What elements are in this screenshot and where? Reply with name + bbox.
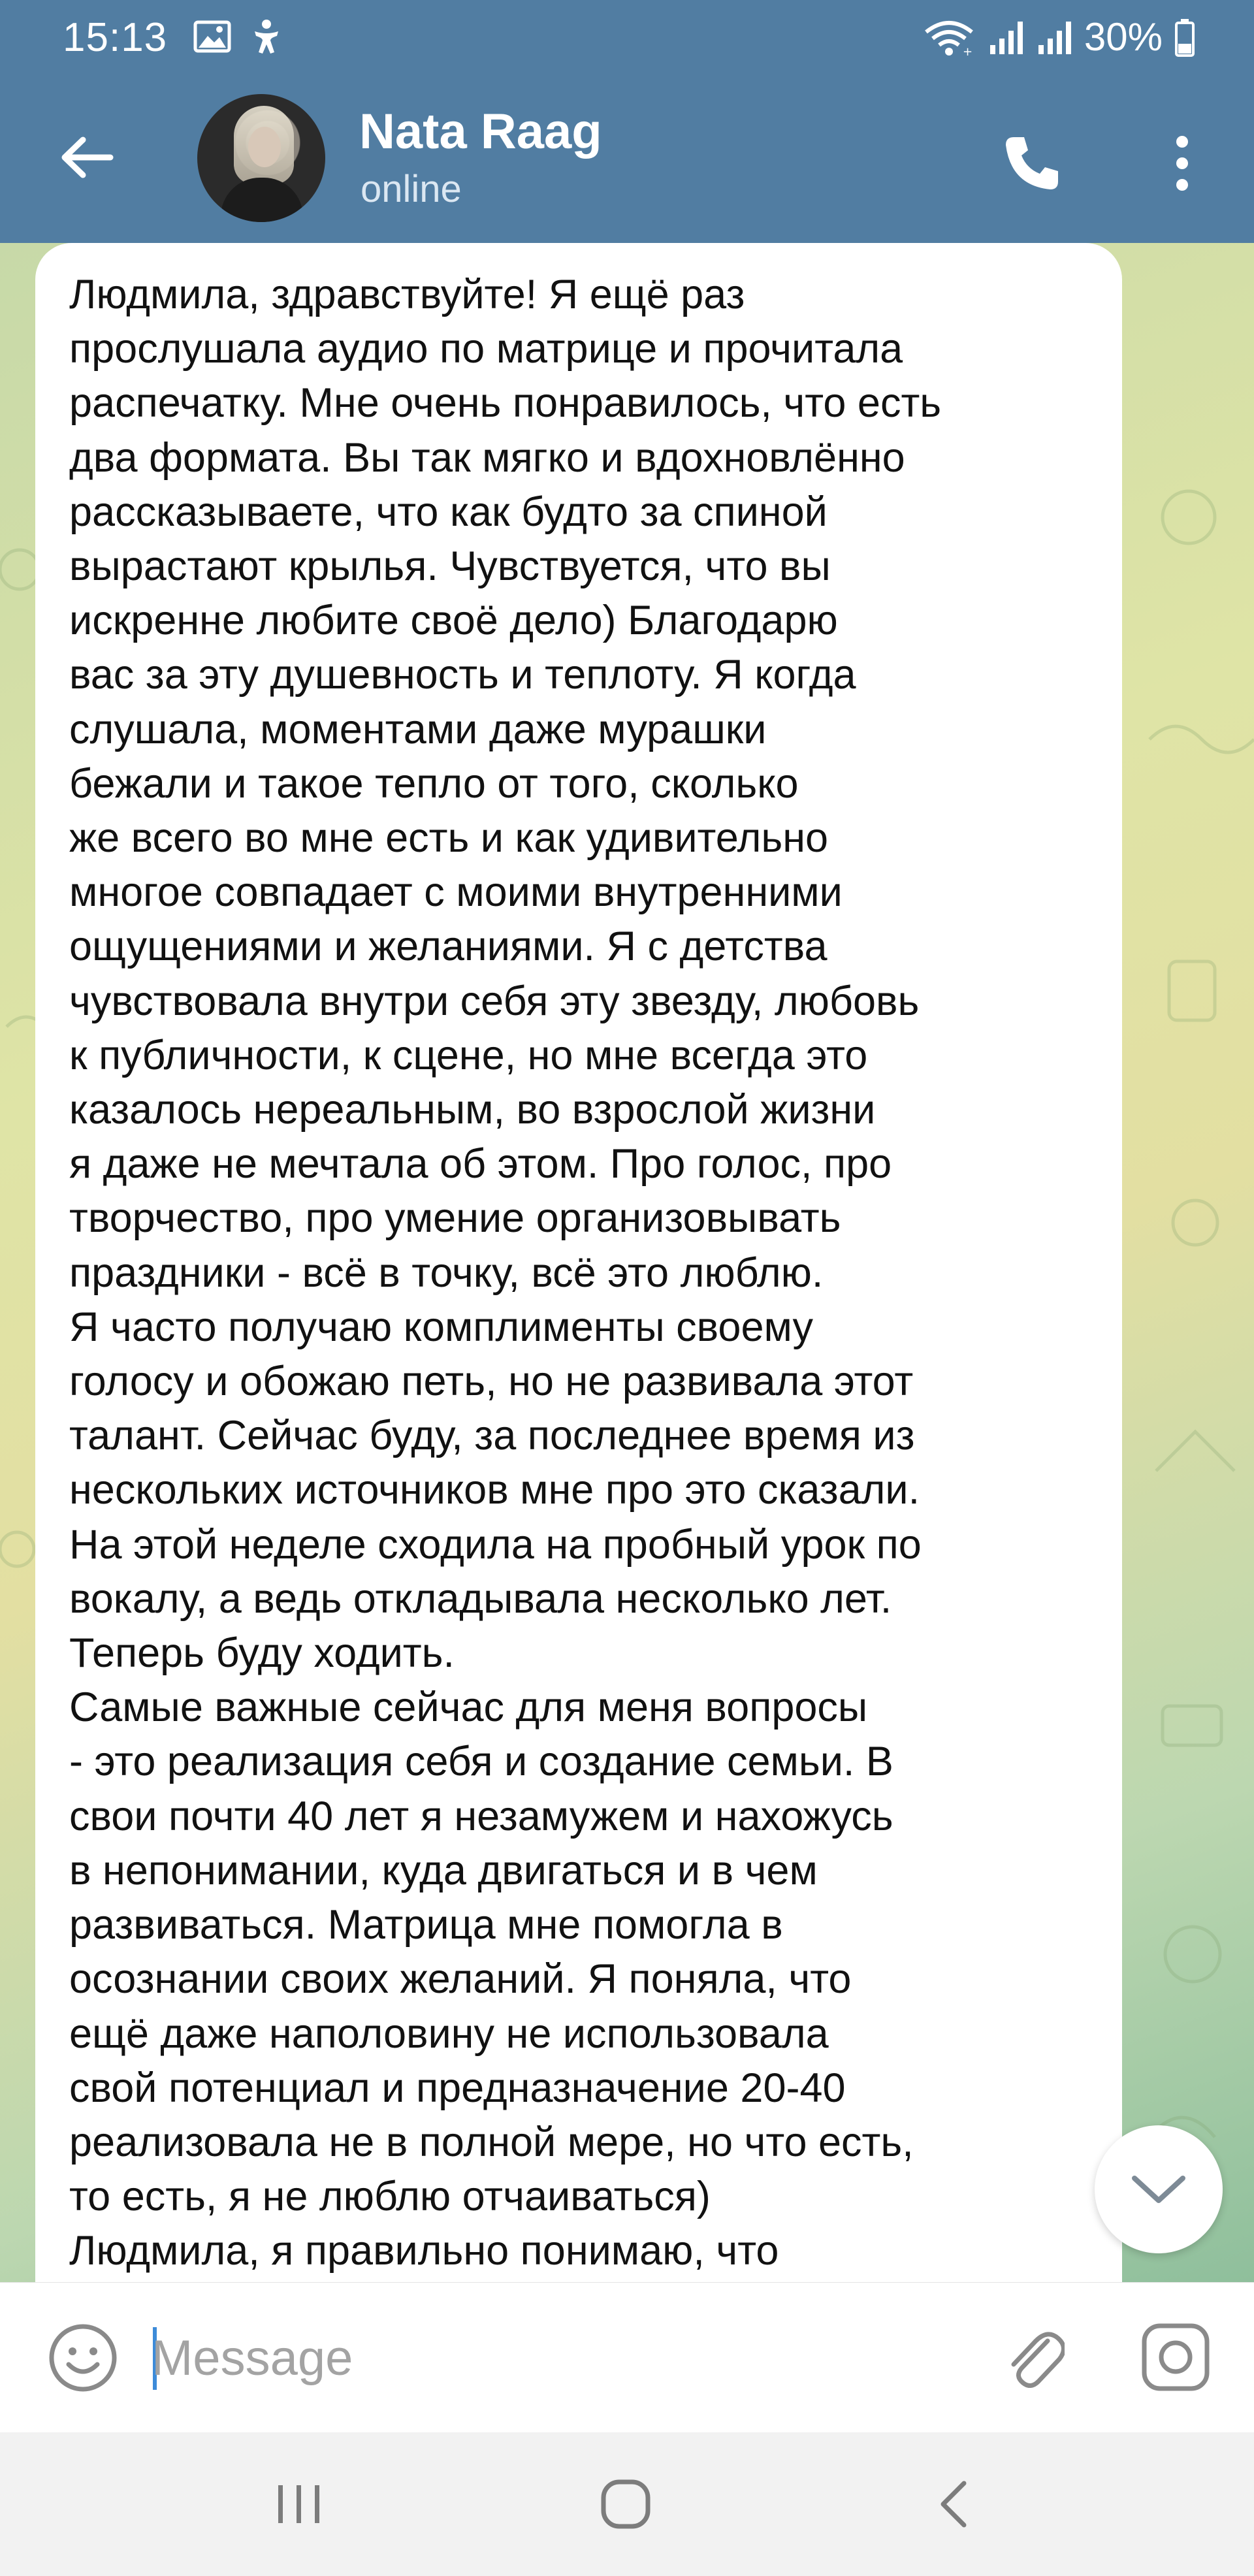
recents-icon [273, 2483, 325, 2526]
system-navigation-bar [0, 2432, 1254, 2576]
nav-back-button[interactable] [921, 2471, 986, 2537]
scroll-down-button[interactable] [1095, 2125, 1223, 2253]
battery-icon [1174, 18, 1195, 57]
smiley-icon [48, 2323, 118, 2393]
camera-icon [1140, 2322, 1211, 2392]
avatar-body [221, 178, 303, 222]
paperclip-icon [1002, 2321, 1065, 2393]
signal-icon [1036, 19, 1072, 56]
camera-button[interactable] [1136, 2318, 1215, 2396]
back-icon [934, 2478, 973, 2530]
status-time: 15:13 [63, 15, 168, 60]
message-bubble[interactable] [35, 243, 1122, 2282]
home-icon [600, 2478, 652, 2530]
home-button[interactable] [593, 2471, 658, 2537]
status-notification-icons [193, 18, 283, 58]
avatar[interactable] [197, 94, 325, 222]
avatar-face [248, 127, 281, 167]
status-system-icons [922, 14, 1195, 59]
signal-icon [988, 19, 1024, 56]
wifi-icon [922, 18, 976, 57]
status-bar [0, 0, 1254, 76]
attach-button[interactable] [994, 2318, 1072, 2396]
arrow-left-icon [59, 135, 114, 180]
contact-name[interactable]: Nata Raag [359, 104, 602, 159]
back-button[interactable] [51, 121, 123, 193]
chevron-down-icon [1129, 2172, 1188, 2207]
chat-area[interactable] [0, 243, 1254, 2282]
svg-text:+: + [962, 44, 973, 57]
message-composer [0, 2282, 1254, 2432]
chat-header [0, 76, 1254, 243]
message-text: Людмила, здравствуйте! Я ещё раз прослушала аудио по матрице и прочитала распечатку. Мне очень понравилось, что есть два формата. Вы так мягко и вдохновлённо рассказываете, что как будто за спиной вырастают крылья. Чувствуется, что вы искренне любите своё дело) Благодарю вас за эту душевность и теплоту. Я когда слушала, моментами даже мурашки бежали и такое тепло от того, сколько же всего во мне есть и как удивительно многое совпадает с моими внутренними ощущениями и желаниями. Я с детства чувствовала внутри себя эту звезду, любовь к публичности, к сцене, но мне всегда это казалось нереальным, во взрослой жизни я даже не мечтала об этом. Про голос, про творчество, про умение организовывать праздники - всё в точку, всё это люблю. Я часто получаю комплименты своему голосу и обожаю петь, но не развивала этот талант. Сейчас буду, за последнее время из нескольких источников мне про это сказали. На этой неделе сходила на пробный урок по вокалу, а ведь откладывала несколько лет. Теперь буду ходить. Самые важные сейчас для меня вопросы - это реализация себя и создание семьи. В свои почти 40 лет я незамужем и нахожусь в непонимании, куда двигаться и в чем развиваться. Матрица мне помогла в осознании своих желаний. Я поняла, что ещё даже наполовину не использовала свой потенциал и предназначение 20-40 реализовала не в полной мере, но что есть, то есть, я не люблю отчаиваться) Людмила, я правильно понимаю, что [69, 272, 942, 2274]
contact-status: online [361, 168, 462, 210]
recents-button[interactable] [266, 2471, 332, 2537]
call-button[interactable] [993, 124, 1071, 202]
message-input[interactable] [152, 2315, 961, 2400]
more-options-button[interactable] [1150, 124, 1215, 202]
gallery-icon [193, 20, 231, 56]
battery-percent: 30% [1084, 15, 1163, 59]
accessibility-icon [249, 18, 283, 58]
phone-icon [1001, 132, 1063, 195]
more-vertical-icon [1172, 134, 1192, 193]
emoji-button[interactable] [46, 2321, 120, 2395]
